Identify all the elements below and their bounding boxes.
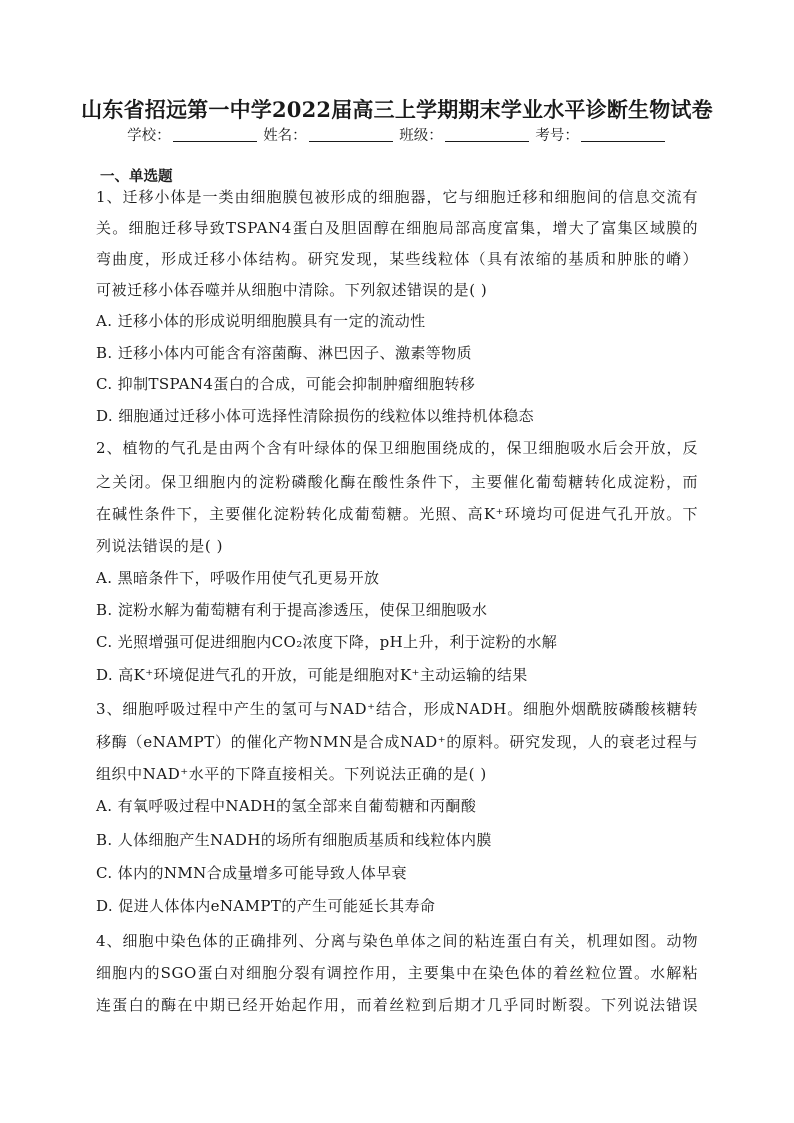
option-b: B. 迁移小体内可能含有溶菌酶、淋巴因子、激素等物质 (96, 344, 472, 362)
question-line: 组织中NAD⁺水平的下降直接相关。下列说法正确的是( ) (96, 765, 487, 783)
option-d: D. 细胞通过迁移小体可选择性清除损伤的线粒体以维持机体稳态 (96, 407, 535, 425)
option-b: B. 人体细胞产生NADH的场所有细胞质基质和线粒体内膜 (96, 831, 492, 849)
option-d: D. 高K⁺环境促进气孔的开放，可能是细胞对K⁺主动运输的结果 (96, 666, 528, 684)
option-a: A. 迁移小体的形成说明细胞膜具有一定的流动性 (96, 312, 426, 330)
name-label: 姓名： (263, 128, 307, 144)
student-info-line (0, 124, 794, 145)
exam-no-label: 考号： (535, 128, 579, 144)
class-blank (445, 127, 529, 142)
question-line: 3、细胞呼吸过程中产生的氢可与NAD⁺结合，形成NADH。细胞外烟酰胺磷酸核糖转 (96, 700, 698, 718)
class-label: 班级： (399, 128, 443, 144)
option-c: C. 体内的NMN合成量增多可能导致人体早衰 (96, 864, 407, 882)
question-line: 连蛋白的酶在中期已经开始起作用，而着丝粒到后期才几乎同时断裂。下列说法错误 (96, 996, 698, 1014)
question-line: 1、迁移小体是一类由细胞膜包被形成的细胞器，它与细胞迁移和细胞间的信息交流有 (96, 188, 698, 206)
section-heading: 一、单选题 (100, 168, 173, 185)
page-title: 山东省招远第一中学2022届高三上学期期末学业水平诊断生物试卷 (81, 97, 713, 122)
option-c: C. 抑制TSPAN4蛋白的合成，可能会抑制肿瘤细胞转移 (96, 375, 476, 393)
question-line: 可被迁移小体吞噬并从细胞中清除。下列叙述错误的是( ) (96, 281, 488, 299)
option-c: C. 光照增强可促进细胞内CO₂浓度下降，pH上升，利于淀粉的水解 (96, 633, 558, 651)
question-line: 之关闭。保卫细胞内的淀粉磷酸化酶在酸性条件下，主要催化葡萄糖转化成淀粉，而 (96, 473, 698, 491)
option-a: A. 有氧呼吸过程中NADH的氢全部来自葡萄糖和丙酮酸 (96, 797, 477, 815)
question-line: 关。细胞迁移导致TSPAN4蛋白及胆固醇在细胞局部高度富集，增大了富集区域膜的 (96, 219, 698, 237)
question-line: 4、细胞中染色体的正确排列、分离与染色单体之间的粘连蛋白有关，机理如图。动物 (96, 932, 698, 950)
option-b: B. 淀粉水解为葡萄糖有利于提高渗透压，使保卫细胞吸水 (96, 601, 488, 619)
question-line: 弯曲度，形成迁移小体结构。研究发现，某些线粒体（具有浓缩的基质和肿胀的嵴） (96, 250, 698, 268)
question-line: 在碱性条件下，主要催化淀粉转化成葡萄糖。光照、高K⁺环境均可促进气孔开放。下 (96, 505, 698, 523)
school-blank (173, 127, 257, 142)
question-line: 列说法错误的是( ) (96, 537, 223, 555)
question-line: 细胞内的SGO蛋白对细胞分裂有调控作用，主要集中在染色体的着丝粒位置。水解粘 (96, 964, 698, 982)
name-blank (309, 127, 393, 142)
option-d: D. 促进人体体内eNAMPT的产生可能延长其寿命 (96, 897, 436, 915)
school-label: 学校： (127, 128, 171, 144)
question-line: 2、植物的气孔是由两个含有叶绿体的保卫细胞围绕成的，保卫细胞吸水后会开放，反 (96, 439, 698, 457)
exam-no-blank (581, 127, 665, 142)
question-line: 移酶（eNAMPT）的催化产物NMN是合成NAD⁺的原料。研究发现，人的衰老过程与 (96, 733, 698, 751)
option-a: A. 黑暗条件下，呼吸作用使气孔更易开放 (96, 569, 380, 587)
